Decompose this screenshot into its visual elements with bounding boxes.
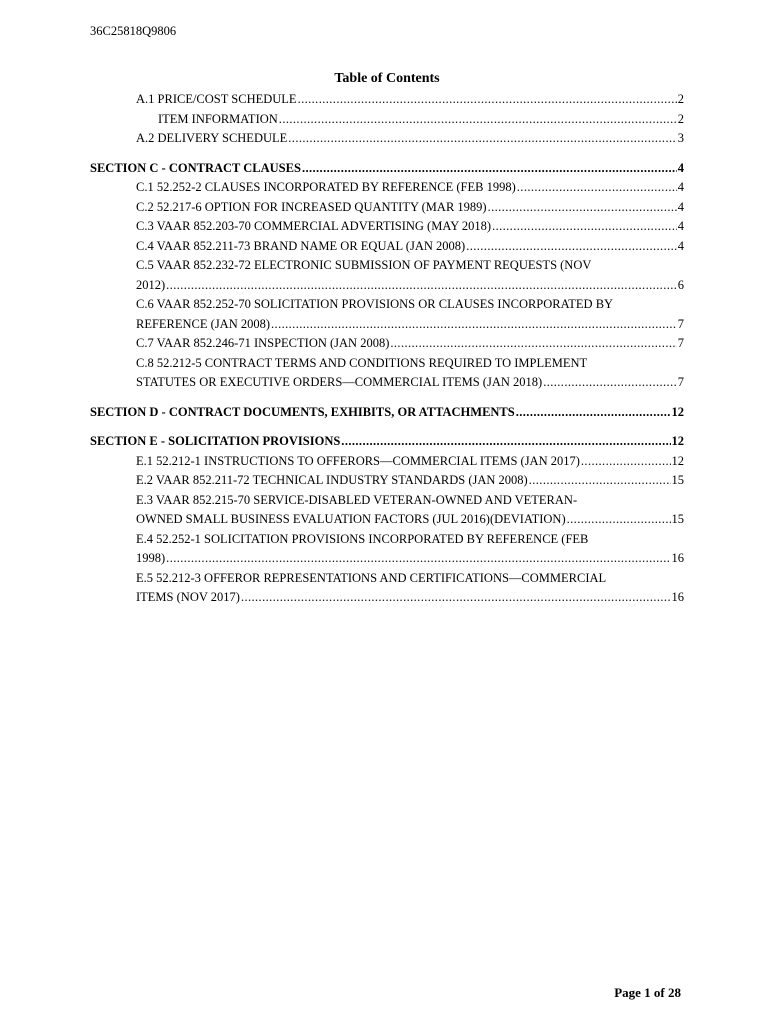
- toc-entry-text: C.3 VAAR 852.203-70 COMMERCIAL ADVERTISING (MAY 2018): [136, 219, 492, 233]
- toc-entry-text: C.8 52.212-5 CONTRACT TERMS AND CONDITIONS REQUIRED TO IMPLEMENT: [136, 355, 588, 370]
- toc-entry[interactable]: [90, 569, 684, 608]
- toc-page-number: 7: [677, 336, 684, 350]
- toc-entry[interactable]: [90, 178, 684, 198]
- toc-page-number: 16: [671, 551, 684, 565]
- toc-entry-text: E.1 52.212-1 INSTRUCTIONS TO OFFERORS—COMMERCIAL ITEMS (JAN 2017): [136, 453, 580, 468]
- toc-entry[interactable]: [90, 129, 684, 149]
- toc-page-number: 3: [677, 131, 684, 145]
- toc-page-number: 6: [677, 277, 684, 292]
- dot-leader: [271, 315, 677, 335]
- toc-entry-text: ITEMS (NOV 2017): [136, 590, 240, 604]
- toc-section-entry[interactable]: [90, 432, 684, 452]
- toc-entry[interactable]: [90, 256, 684, 295]
- document-id: 36C25818Q9806: [90, 24, 177, 38]
- toc-page-number: 15: [671, 473, 684, 487]
- toc-entry[interactable]: [90, 471, 684, 491]
- toc-page-number: 12: [671, 453, 684, 468]
- toc-page-number: 2: [677, 92, 684, 106]
- dot-leader: [279, 110, 677, 130]
- toc-entry-text: REFERENCE (JAN 2008): [136, 316, 271, 331]
- toc-section-entry[interactable]: [90, 159, 684, 179]
- toc-entry[interactable]: [90, 217, 684, 237]
- dot-leader: [390, 334, 676, 354]
- toc-entry-text: C.1 52.252-2 CLAUSES INCORPORATED BY REFERENCE (FEB 1998): [136, 180, 516, 194]
- toc-page-number: 4: [677, 238, 684, 253]
- dot-leader: [492, 217, 677, 237]
- toc-entry[interactable]: [90, 452, 684, 472]
- toc-entry-text: SECTION C - CONTRACT CLAUSES: [90, 160, 301, 175]
- toc-entry[interactable]: [90, 354, 684, 393]
- toc-entry-text: C.4 VAAR 852.211-73 BRAND NAME OR EQUAL (JAN 2008): [136, 238, 466, 253]
- toc-page-number: 4: [677, 219, 684, 233]
- toc-page-number: 4: [677, 180, 684, 194]
- toc-entry[interactable]: [90, 237, 684, 257]
- toc-entry-text: C.7 VAAR 852.246-71 INSPECTION (JAN 2008): [136, 336, 390, 350]
- toc-entry-text: 1998): [136, 551, 166, 565]
- dot-leader: [529, 471, 671, 491]
- toc-entry-text: SECTION E - SOLICITATION PROVISIONS: [90, 434, 341, 448]
- toc-entry-text: E.2 VAAR 852.211-72 TECHNICAL INDUSTRY STANDARDS (JAN 2008): [136, 473, 528, 487]
- dot-leader: [241, 588, 671, 608]
- toc-page-number: 12: [671, 434, 684, 448]
- dot-leader: [288, 129, 676, 149]
- toc-entry[interactable]: [90, 491, 684, 530]
- toc-page-number: 12: [671, 404, 684, 419]
- toc-entry[interactable]: [90, 530, 684, 569]
- toc-entry-text: ITEM INFORMATION: [158, 111, 278, 126]
- dot-leader: [543, 373, 677, 393]
- toc-entry-text: 2012): [136, 277, 166, 292]
- toc-entry-text: OWNED SMALL BUSINESS EVALUATION FACTORS (JUL 2016)(DEVIATION): [136, 512, 566, 526]
- toc-page-number: 7: [677, 375, 684, 389]
- toc-entry-text: A.2 DELIVERY SCHEDULE: [136, 131, 288, 145]
- toc-page-number: 4: [677, 199, 684, 214]
- dot-leader: [166, 276, 677, 296]
- toc-entry-text: SECTION D - CONTRACT DOCUMENTS, EXHIBITS, OR ATTACHMENTS: [90, 404, 515, 419]
- table-of-contents: [90, 90, 684, 608]
- toc-entry[interactable]: [90, 90, 684, 110]
- toc-page-number: 4: [677, 160, 684, 175]
- toc-entry-text: C.5 VAAR 852.232-72 ELECTRONIC SUBMISSION OF PAYMENT REQUESTS (NOV: [136, 258, 592, 272]
- toc-page-number: 2: [677, 111, 684, 126]
- toc-entry-text: A.1 PRICE/COST SCHEDULE: [136, 92, 297, 106]
- dot-leader: [516, 403, 671, 423]
- toc-entry-text: C.6 VAAR 852.252-70 SOLICITATION PROVISIONS OR CLAUSES INCORPORATED BY: [136, 297, 614, 311]
- toc-entry-text: C.2 52.217-6 OPTION FOR INCREASED QUANTITY (MAR 1989): [136, 199, 487, 214]
- dot-leader: [298, 90, 677, 110]
- toc-entry[interactable]: [90, 198, 684, 218]
- toc-section-entry[interactable]: [90, 403, 684, 423]
- dot-leader: [302, 159, 677, 179]
- dot-leader: [567, 510, 671, 530]
- page-number: Page 1 of 28: [614, 985, 681, 1000]
- toc-entry[interactable]: [90, 295, 684, 334]
- toc-entry-text: STATUTES OR EXECUTIVE ORDERS—COMMERCIAL ITEMS (JAN 2018): [136, 375, 543, 389]
- dot-leader: [517, 178, 677, 198]
- dot-leader: [166, 549, 670, 569]
- toc-entry[interactable]: [90, 334, 684, 354]
- toc-entry[interactable]: [90, 110, 684, 130]
- toc-title: Table of Contents: [334, 71, 440, 86]
- dot-leader: [341, 432, 670, 452]
- toc-page-number: 15: [671, 512, 684, 526]
- toc-page-number: 16: [671, 590, 684, 604]
- toc-page-number: 7: [677, 316, 684, 331]
- dot-leader: [581, 452, 671, 472]
- toc-entry-text: E.5 52.212-3 OFFEROR REPRESENTATIONS AND CERTIFICATIONS—COMMERCIAL: [136, 570, 607, 585]
- dot-leader: [466, 237, 677, 257]
- toc-entry-text: E.3 VAAR 852.215-70 SERVICE-DISABLED VETERAN-OWNED AND VETERAN-: [136, 492, 578, 507]
- toc-entry-text: E.4 52.252-1 SOLICITATION PROVISIONS INCORPORATED BY REFERENCE (FEB: [136, 531, 589, 546]
- dot-leader: [488, 198, 677, 218]
